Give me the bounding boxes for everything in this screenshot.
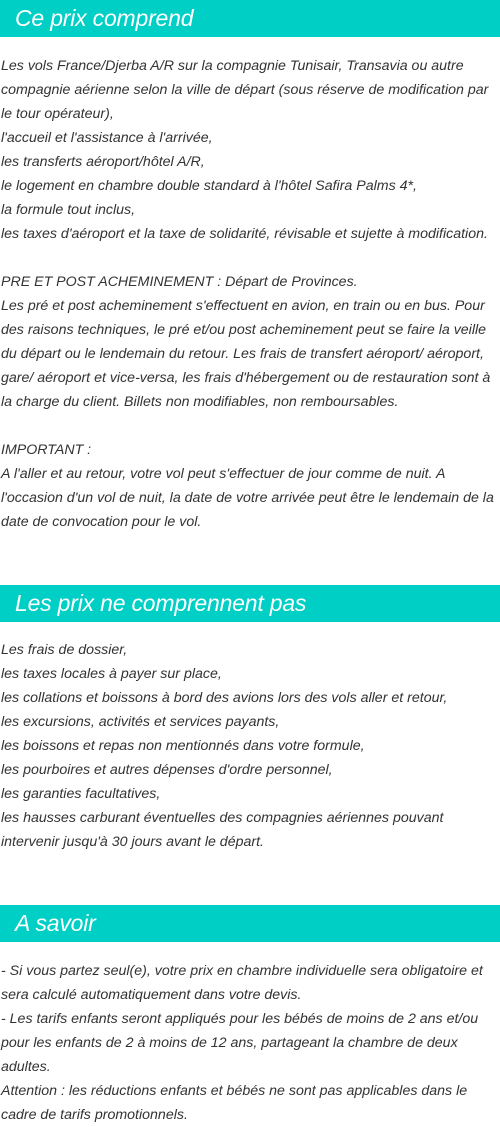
paragraph: le logement en chambre double standard à l'hôtel Safira Palms 4*, (1, 178, 417, 194)
section-body-good-to-know (0, 942, 500, 1127)
paragraph: les transferts aéroport/hôtel A/R, (1, 154, 205, 170)
paragraph: les hausses carburant éventuelles des compagnies aériennes pouvant intervenir jusqu'à 30 jours avant le départ. (1, 810, 444, 850)
paragraph: l'accueil et l'assistance à l'arrivée, (1, 130, 213, 146)
paragraph: Les vols France/Djerba A/R sur la compagnie Tunisair, Transavia ou autre compagnie aérienne selon la ville de départ (sous réserve de modification par le tour opérateur), (1, 58, 489, 122)
paragraph: Attention : les réductions enfants et bébés ne sont pas applicables dans le cadre de tarifs promotionnels. (1, 1083, 468, 1123)
paragraph: les collations et boissons à bord des avions lors des vols aller et retour, (1, 690, 448, 706)
section-title: Les prix ne comprennent pas (15, 590, 307, 616)
section-header-price-includes (0, 0, 500, 37)
paragraph: la formule tout inclus, (1, 202, 136, 218)
paragraph: les excursions, activités et services payants, (1, 714, 280, 730)
paragraph: - Les tarifs enfants seront appliqués pour les bébés de moins de 2 ans et/ou pour les enfants de 2 à moins de 12 ans, partageant la chambre de deux adultes. (1, 1011, 479, 1075)
paragraph: IMPORTANT : (1, 442, 92, 458)
spacer (1, 414, 500, 438)
paragraph: les taxes d'aéroport et la taxe de solidarité, révisable et sujette à modification. (1, 226, 488, 242)
good-to-know-section (0, 905, 500, 1127)
paragraph: les boissons et repas non mentionnés dans votre formule, (1, 738, 365, 754)
paragraph: - Si vous partez seul(e), votre prix en chambre individuelle sera obligatoire et sera calculé automatiquement dans votre devis. (1, 963, 483, 1003)
section-body-price-excludes (0, 622, 500, 854)
section-header-price-excludes (0, 585, 500, 622)
paragraph: PRE ET POST ACHEMINEMENT : Départ de Provinces. (1, 274, 358, 290)
spacer (1, 246, 500, 270)
paragraph: les taxes locales à payer sur place, (1, 666, 222, 682)
paragraph: Les frais de dossier, (1, 642, 128, 658)
price-excludes-section (0, 585, 500, 854)
paragraph: A l'aller et au retour, votre vol peut s'effectuer de jour comme de nuit. A l'occasion d'un vol de nuit, la date de votre arrivée peut être le lendemain de la date de convocation pour le vol. (1, 466, 494, 530)
section-body-price-includes (0, 37, 500, 534)
paragraph: les garanties facultatives, (1, 786, 161, 802)
price-includes-section (0, 0, 500, 534)
section-title: Ce prix comprend (15, 5, 194, 31)
section-title: A savoir (15, 910, 96, 936)
section-header-good-to-know (0, 905, 500, 942)
paragraph: les pourboires et autres dépenses d'ordre personnel, (1, 762, 333, 778)
paragraph: Les pré et post acheminement s'effectuent en avion, en train ou en bus. Pour des raisons techniques, le pré et/ou post acheminement peut se faire la veille du départ ou le lendemain du retour. Les frais de transfert aéroport/ aéroport, gare/ aéroport et vice-versa, les frais d'hébergement ou de restauration sont à la charge du client. Billets non modifiables, non remboursables. (1, 298, 491, 410)
